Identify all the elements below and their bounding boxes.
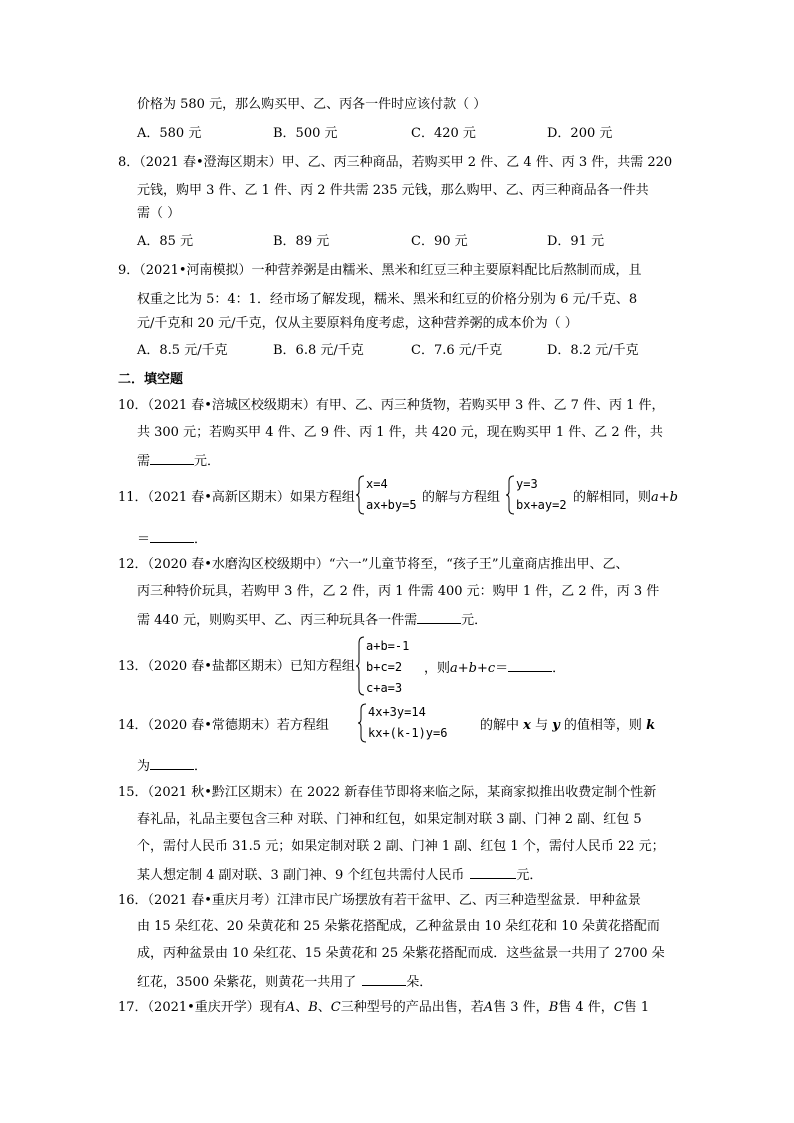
q15-line-1: 15．（2021 秋•黔江区期末）在 2022 新春佳节即将来临之际，某商家拟推出收费定制个性新 bbox=[118, 785, 657, 800]
q16-line-4 bbox=[137, 973, 432, 991]
q12-text: 需 440 元，则购买甲、乙、丙三种玩具各一件需 bbox=[137, 613, 418, 628]
q8-line-2: 元钱，购甲 3 件、乙 1 件、丙 2 件共需 235 元钱，那么购甲、乙、丙三种商品各一件共 bbox=[137, 183, 649, 198]
q11-suffix bbox=[573, 490, 678, 506]
q14-text-3: 的值相等，则 bbox=[563, 718, 642, 733]
left-brace bbox=[356, 475, 366, 515]
left-brace bbox=[506, 475, 516, 515]
q16-text: 红花，3500 朵紫花，则黄花一共用了 bbox=[137, 975, 357, 990]
q14-suffix bbox=[480, 718, 655, 734]
q14-end: ． bbox=[194, 759, 208, 774]
q7-option-d: D．200 元 bbox=[547, 126, 613, 141]
q17-var-a: A bbox=[285, 1000, 296, 1015]
q9-option-a: A．8.5 元/千克 bbox=[137, 343, 228, 358]
q8-option-c: C．90 元 bbox=[411, 234, 468, 249]
q14-line-2 bbox=[137, 757, 207, 775]
q17-text-1: 17．（2021•重庆开学）现有 bbox=[118, 1000, 286, 1015]
left-brace bbox=[358, 703, 368, 743]
q17-line-1 bbox=[118, 1000, 649, 1016]
q12-line-1: 12．（2020 春•水磨沟区校级期中）“六一”儿童节将至，“孩子王”儿童商店推出甲、乙、 bbox=[118, 557, 629, 572]
q17-var-b: B bbox=[308, 1000, 318, 1015]
answer-blank[interactable] bbox=[150, 757, 194, 770]
q14-prefix: 14．（2020 春•常德期末）若方程组 bbox=[118, 718, 329, 733]
q8-option-b: B．89 元 bbox=[273, 234, 330, 249]
q10-line-2: 共 300 元；若购买甲 4 件、乙 9 件、丙 1 件，共 420 元，现在购买甲 1 件、乙 2 件，共 bbox=[137, 425, 663, 440]
q17-text-3: 售 3 件， bbox=[493, 1000, 549, 1015]
q11-system2-eq2: bx+ay=2 bbox=[516, 498, 567, 512]
q17-var-c: C bbox=[330, 1000, 341, 1015]
q7-option-a: A．580 元 bbox=[137, 126, 202, 141]
q9-option-d: D．8.2 元/千克 bbox=[547, 343, 639, 358]
answer-blank[interactable] bbox=[417, 611, 461, 624]
q13-system-eq3: c+a=3 bbox=[366, 681, 403, 695]
q14-system-eq1: 4x+3y=14 bbox=[368, 705, 426, 719]
q13-post-text: ，则 bbox=[424, 661, 451, 676]
q9-option-b: B．6.8 元/千克 bbox=[273, 343, 364, 358]
q15-text-end: 元． bbox=[516, 868, 543, 883]
q14-text-4: 为 bbox=[137, 759, 151, 774]
q10-line-1: 10．（2021 春•涪城区校级期末）有甲、乙、丙三种货物，若购买甲 3 件、乙 7 件、丙 1 件， bbox=[118, 398, 665, 413]
answer-blank[interactable] bbox=[150, 530, 194, 543]
answer-blank[interactable] bbox=[362, 973, 406, 986]
q17-var-b2: B bbox=[548, 1000, 559, 1015]
q16-line-1: 16．（2021 春•重庆月考）江津市民广场摆放有若干盆甲、乙、丙三种造型盆景．甲种盆景 bbox=[118, 893, 641, 908]
q8-option-a: A．85 元 bbox=[137, 234, 194, 249]
q12-line-2: 丙三种特价玩具，若购甲 3 件，乙 2 件，丙 1 件需 400 元：购甲 1 件，乙 2 件，丙 3 件 bbox=[137, 584, 660, 599]
left-brace bbox=[356, 636, 366, 696]
q11-end: ． bbox=[194, 532, 208, 547]
q17-text-2: 三种型号的产品出售，若 bbox=[340, 1000, 484, 1015]
q10-text: 需 bbox=[137, 454, 151, 469]
q16-line-3: 成，丙种盆景由 10 朵红花、15 朵黄花和 25 朵紫花搭配而成．这些盆景一共用了 2700 朵 bbox=[137, 946, 665, 961]
q9-line-1: 9．（2021•河南模拟）一种营养粥是由糯米、黑米和红豆三种主要原料配比后熬制而成，且 bbox=[118, 263, 642, 278]
q12-line-3 bbox=[137, 611, 487, 629]
q11-system1-eq1: x=4 bbox=[366, 477, 388, 491]
q13-system-eq1: a+b=-1 bbox=[366, 639, 410, 653]
q11-middle: 的解与方程组 bbox=[422, 490, 501, 505]
q17-var-a2: A bbox=[483, 1000, 494, 1015]
q17-text-5: 售 1 bbox=[623, 1000, 650, 1015]
q7-option-b: B．500 元 bbox=[273, 126, 338, 141]
q8-option-d: D．91 元 bbox=[547, 234, 605, 249]
q17-sep-2: 、 bbox=[317, 1000, 331, 1015]
q15-text: 某人想定制 4 副对联、3 副门神、9 个红包共需付人民币 bbox=[137, 868, 465, 883]
q11-prefix: 11．（2021 春•高新区期末）如果方程组 bbox=[118, 490, 355, 505]
q9-option-c: C．7.6 元/千克 bbox=[411, 343, 503, 358]
answer-blank[interactable] bbox=[508, 659, 552, 672]
q13-expression: a+b+c bbox=[450, 661, 496, 676]
q13-equals: ＝ bbox=[495, 661, 509, 676]
q10-line-3 bbox=[137, 452, 220, 470]
answer-blank[interactable] bbox=[150, 452, 194, 465]
q12-text-end: 元． bbox=[461, 613, 488, 628]
q14-var-y: y bbox=[552, 718, 560, 733]
q8-line-3: 需（ ） bbox=[137, 206, 181, 221]
q14-text-1: 的解中 bbox=[480, 718, 520, 733]
q15-line-4 bbox=[137, 866, 542, 884]
q14-var-k: k bbox=[646, 718, 656, 733]
q11-post-text: 的解相同，则 bbox=[573, 490, 652, 505]
q9-line-2: 权重之比为 5：4：1．经市场了解发现，糯米、黑米和红豆的价格分别为 6 元/千克、8 bbox=[137, 292, 638, 307]
q10-text-end: 元． bbox=[194, 454, 221, 469]
q11-line-2 bbox=[137, 530, 207, 548]
q11-equals: ＝ bbox=[137, 532, 151, 547]
q13-system-eq2: b+c=2 bbox=[366, 660, 403, 674]
q7-text-line: 价格为 580 元，那么购买甲、乙、丙各一件时应该付款（ ） bbox=[137, 97, 487, 112]
q15-line-2: 春礼品，礼品主要包含三种 对联、门神和红包，如果定制对联 3 副、门神 2 副、红包 5 bbox=[137, 812, 642, 827]
q17-text-4: 售 4 件， bbox=[558, 1000, 614, 1015]
answer-blank[interactable] bbox=[470, 866, 516, 879]
q11-system2-eq1: y=3 bbox=[516, 477, 538, 491]
q14-text-2: 与 bbox=[535, 718, 549, 733]
q13-end: ． bbox=[552, 661, 566, 676]
q17-var-c2: C bbox=[613, 1000, 624, 1015]
q8-line-1: 8．（2021 春•澄海区期末）甲、乙、丙三种商品，若购买甲 2 件、乙 4 件、丙 3 件，共需 220 bbox=[118, 155, 673, 170]
section-heading-fill-in: 二．填空题 bbox=[118, 372, 184, 387]
q15-line-3: 个，需付人民币 31.5 元；如果定制对联 2 副、门神 1 副、红包 1 个，需付人民币 22 元； bbox=[137, 839, 665, 854]
q14-system-eq2: kx+(k-1)y=6 bbox=[368, 726, 448, 740]
q9-line-3: 元/千克和 20 元/千克，仅从主要原料角度考虑，这种营养粥的成本价为（ ） bbox=[137, 316, 578, 331]
q16-text-end: 朵． bbox=[406, 975, 433, 990]
q13-suffix bbox=[424, 659, 565, 677]
q17-sep-1: 、 bbox=[295, 1000, 309, 1015]
q16-line-2: 由 15 朵红花、20 朵黄花和 25 朵紫花搭配成，乙种盆景由 10 朵红花和 10 朵黄花搭配而 bbox=[137, 919, 660, 934]
q7-option-c: C．420 元 bbox=[411, 126, 476, 141]
q14-var-x: x bbox=[523, 718, 531, 733]
q11-expression: a+b bbox=[651, 490, 678, 505]
q13-prefix: 13．（2020 春•盐都区期末）已知方程组 bbox=[118, 659, 355, 674]
q11-system1-eq2: ax+by=5 bbox=[366, 498, 417, 512]
